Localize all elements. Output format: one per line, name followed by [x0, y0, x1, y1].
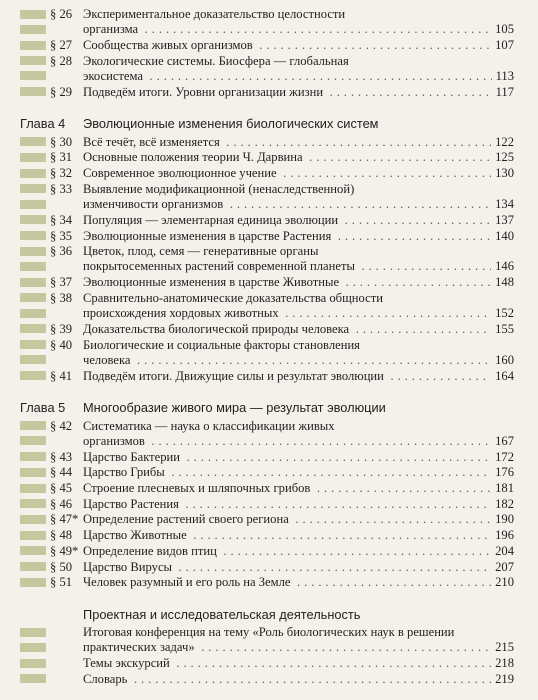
toc-entry[interactable] — [0, 290, 538, 321]
highlight-bar — [20, 468, 46, 477]
section-title-text: Царство Растения — [83, 497, 182, 511]
page-number: 125 — [491, 149, 514, 165]
section-title-line — [83, 274, 513, 290]
section-number: § 44 — [50, 465, 73, 480]
toc-entry[interactable] — [0, 337, 538, 368]
section-title-text: Словарь — [83, 672, 130, 686]
section-title-line — [83, 655, 513, 671]
toc-entry[interactable] — [0, 496, 538, 511]
toc-entry[interactable] — [0, 181, 538, 212]
section-number: § 48 — [50, 528, 73, 543]
highlight-bar — [20, 484, 46, 493]
toc-entry[interactable] — [0, 559, 538, 574]
highlight-bar — [20, 137, 46, 146]
section-title-text: практических задач» — [83, 640, 198, 654]
toc-entry[interactable] — [0, 321, 538, 336]
highlight-bar — [20, 247, 46, 256]
page-number: 167 — [491, 433, 514, 449]
highlight-bar — [20, 421, 46, 430]
toc-entry[interactable] — [0, 243, 538, 274]
page-number: 137 — [491, 212, 514, 228]
toc-entry[interactable] — [0, 418, 538, 449]
page-number: 182 — [491, 496, 514, 512]
highlight-bar — [20, 628, 46, 637]
page-number: 215 — [491, 639, 514, 655]
section-number: § 45 — [50, 481, 73, 495]
toc-entry[interactable] — [0, 543, 538, 558]
section-number: § 26 — [50, 7, 73, 21]
toc-entry[interactable] — [0, 37, 538, 52]
section-number: § 34 — [50, 212, 73, 227]
section-number: § 31 — [50, 150, 73, 165]
page-number: 146 — [491, 258, 514, 274]
section-title-text: Итоговая конференция на тему «Роль биологических наук в решении — [83, 625, 457, 639]
section-title-text: Царство Животные — [83, 528, 190, 542]
section-number: § 33 — [50, 181, 73, 196]
highlight-bar — [20, 643, 46, 652]
section-number: § 49* — [50, 543, 79, 558]
section-title-line — [83, 559, 513, 575]
toc-entry[interactable] — [0, 624, 538, 655]
section-title-text: Основные положения теории Ч. Дарвина — [83, 150, 306, 164]
highlight-bar — [20, 659, 46, 668]
page-number: 218 — [491, 655, 514, 671]
section-title-line — [83, 134, 513, 150]
section-title-line — [83, 243, 513, 259]
page-number: 207 — [491, 559, 514, 575]
section-title-text: изменчивости организмов — [83, 197, 226, 211]
highlight-bar — [20, 562, 46, 571]
toc-entry[interactable] — [0, 149, 538, 164]
section-title-text: Экспериментальное доказательство целостности — [83, 7, 348, 21]
chapter-title: Эволюционные изменения биологических систем — [83, 116, 379, 132]
section-title-line — [83, 228, 513, 244]
highlight-bar — [20, 293, 46, 302]
toc-entry[interactable] — [0, 449, 538, 464]
toc-entry[interactable] — [0, 464, 538, 479]
section-title-text: Эволюционные изменения в царстве Растения — [83, 229, 334, 243]
section-number: § 36 — [50, 244, 73, 259]
section-title-text: Строение плесневых и шляпочных грибов — [83, 481, 313, 495]
section-number: § 38 — [50, 290, 73, 305]
toc-entry[interactable] — [0, 134, 538, 149]
highlight-bar — [20, 499, 46, 508]
section-title-line — [83, 543, 513, 559]
highlight-bar — [20, 215, 46, 224]
page-number: 190 — [491, 511, 514, 527]
highlight-bar — [20, 41, 46, 50]
page-number: 181 — [491, 480, 514, 496]
toc-entry[interactable] — [0, 6, 538, 37]
page-number: 107 — [491, 37, 514, 53]
section-title-text: человека — [83, 353, 134, 367]
chapter-title: Многообразие живого мира — результат эволюции — [83, 400, 386, 416]
section-title-text: организмов — [83, 434, 148, 448]
page-number: 105 — [491, 21, 514, 37]
section-title-line — [83, 53, 513, 69]
page-number: 155 — [491, 321, 514, 337]
highlight-bar — [20, 87, 46, 96]
toc-entry[interactable] — [0, 671, 538, 686]
project-heading: Проектная и исследовательская деятельность — [83, 606, 361, 622]
section-number: § 30 — [50, 134, 73, 149]
highlight-bar — [20, 309, 46, 318]
highlight-bar — [20, 340, 46, 349]
toc-entry[interactable] — [0, 480, 538, 495]
section-title-line — [83, 68, 513, 84]
section-title-text: Сообщества живых организмов — [83, 38, 256, 52]
section-number: § 28 — [50, 53, 73, 68]
section-title-line — [83, 368, 513, 384]
section-number: § 35 — [50, 228, 73, 243]
section-title-line — [83, 449, 513, 465]
highlight-bar — [20, 231, 46, 240]
section-title-line — [83, 433, 513, 449]
section-number: § 50 — [50, 559, 73, 574]
toc-entry[interactable] — [0, 228, 538, 243]
section-title-line — [83, 165, 513, 181]
section-title-line — [83, 464, 513, 480]
highlight-bar — [20, 355, 46, 364]
section-title-text: Царство Грибы — [83, 465, 168, 479]
section-title-text: экосистема — [83, 69, 146, 83]
highlight-bar — [20, 278, 46, 287]
section-title-line — [83, 624, 513, 640]
section-title-line — [83, 181, 513, 197]
section-title-line — [83, 639, 513, 655]
section-title-line — [83, 196, 513, 212]
highlight-bar — [20, 324, 46, 333]
section-title-text: Систематика — наука о классификации живых — [83, 419, 338, 433]
page-number: 164 — [491, 368, 514, 384]
section-number: § 43 — [50, 449, 73, 464]
section-title-text: Биологические и социальные факторы становления — [83, 338, 363, 352]
section-title-text: Определение растений своего региона — [83, 512, 292, 526]
highlight-bar — [20, 71, 46, 80]
section-number: § 42 — [50, 418, 73, 433]
section-title-text: Царство Вирусы — [83, 560, 175, 574]
toc-entry[interactable] — [0, 655, 538, 670]
section-title-text: Выявление модификационной (ненаследственной) — [83, 182, 357, 196]
toc-entry[interactable] — [0, 274, 538, 289]
section-title-line — [83, 37, 513, 53]
section-title-line — [83, 352, 513, 368]
chapter-label: Глава 4 — [20, 116, 66, 132]
section-title-line — [83, 258, 513, 274]
section-number: § 51 — [50, 575, 73, 590]
section-title-line — [83, 527, 513, 543]
section-number: § 39 — [50, 321, 73, 336]
highlight-bar — [20, 546, 46, 555]
page-number: 204 — [491, 543, 514, 559]
toc-entry[interactable] — [0, 84, 538, 99]
section-title-line — [83, 290, 513, 306]
section-title-text: организма — [83, 22, 141, 36]
section-number: § 32 — [50, 166, 73, 181]
highlight-bar — [20, 169, 46, 178]
chapter-label: Глава 5 — [20, 400, 66, 416]
page-number: 134 — [491, 196, 514, 212]
highlight-bar — [20, 371, 46, 380]
highlight-bar — [20, 578, 46, 587]
section-title-text: Популяция — элементарная единица эволюции — [83, 213, 341, 227]
highlight-bar — [20, 56, 46, 65]
section-title-text: происхождения хордовых животных — [83, 306, 282, 320]
section-number: § 27 — [50, 38, 73, 52]
highlight-bar — [20, 153, 46, 162]
highlight-bar — [20, 200, 46, 209]
section-title-line — [83, 496, 513, 512]
page-number: 113 — [492, 68, 514, 84]
page-number: 117 — [492, 84, 514, 100]
section-title-line — [83, 321, 513, 337]
toc-entry[interactable] — [0, 165, 538, 180]
highlight-bar — [20, 10, 46, 19]
section-number: § 41 — [50, 368, 73, 383]
section-title-text: Сравнительно-анатомические доказательства общности — [83, 291, 386, 305]
highlight-bar — [20, 452, 46, 461]
highlight-bar — [20, 515, 46, 524]
section-title-text: Темы экскурсий — [83, 656, 173, 670]
section-title-text: Современное эволюционное учение — [83, 166, 280, 180]
toc-entry[interactable] — [0, 511, 538, 526]
section-number: § 29 — [50, 84, 73, 99]
section-title-text: покрытосеменных растений современной планеты — [83, 259, 358, 273]
highlight-bar — [20, 262, 46, 271]
section-title-line — [83, 149, 513, 165]
section-title-line — [83, 671, 513, 687]
section-title-line — [83, 6, 513, 22]
section-title-line — [83, 21, 513, 37]
section-title-line — [83, 305, 513, 321]
section-title-line — [83, 480, 513, 496]
page-number: 130 — [491, 165, 514, 181]
section-number: § 40 — [50, 337, 73, 352]
section-number: § 46 — [50, 496, 73, 511]
page-number: 160 — [491, 352, 514, 368]
section-title-line — [83, 212, 513, 228]
toc-entry[interactable] — [0, 574, 538, 589]
page-number: 210 — [491, 574, 514, 590]
section-title-text: Доказательства биологической природы человека — [83, 322, 352, 336]
section-title-text: Человек разумный и его роль на Земле — [83, 575, 293, 589]
page-number: 140 — [491, 228, 514, 244]
section-title-text: Всё течёт, всё изменяется — [83, 135, 223, 149]
toc-entry[interactable] — [0, 212, 538, 227]
highlight-bar — [20, 674, 46, 683]
section-title-line — [83, 337, 513, 353]
page-number: 148 — [491, 274, 514, 290]
page-number: 122 — [491, 134, 514, 150]
page-number: 219 — [491, 671, 514, 687]
section-number: § 37 — [50, 275, 73, 290]
section-title-text: Эволюционные изменения в царстве Животные — [83, 275, 342, 289]
section-number: § 47* — [50, 512, 79, 527]
section-title-line — [83, 511, 513, 527]
page-number: 196 — [491, 527, 514, 543]
section-title-text: Цветок, плод, семя — генеративные органы — [83, 244, 321, 258]
toc-entry[interactable] — [0, 527, 538, 542]
highlight-bar — [20, 25, 46, 34]
section-title-text: Подведём итоги. Уровни организации жизни — [83, 85, 326, 99]
section-title-text: Определение видов птиц — [83, 544, 220, 558]
highlight-bar — [20, 436, 46, 445]
page-number: 172 — [491, 449, 514, 465]
page-number: 152 — [491, 305, 514, 321]
highlight-bar — [20, 531, 46, 540]
section-title-line — [83, 574, 513, 590]
section-title-text: Подведём итоги. Движущие силы и результат эволюции — [83, 369, 387, 383]
highlight-bar — [20, 184, 46, 193]
toc-entry[interactable] — [0, 368, 538, 383]
section-title-text: Экологические системы. Биосфера — глобальная — [83, 54, 352, 68]
section-title-line — [83, 418, 513, 434]
section-title-line — [83, 84, 513, 100]
section-title-text: Царство Бактерии — [83, 450, 183, 464]
page-number: 176 — [491, 464, 514, 480]
toc-entry[interactable] — [0, 53, 538, 84]
